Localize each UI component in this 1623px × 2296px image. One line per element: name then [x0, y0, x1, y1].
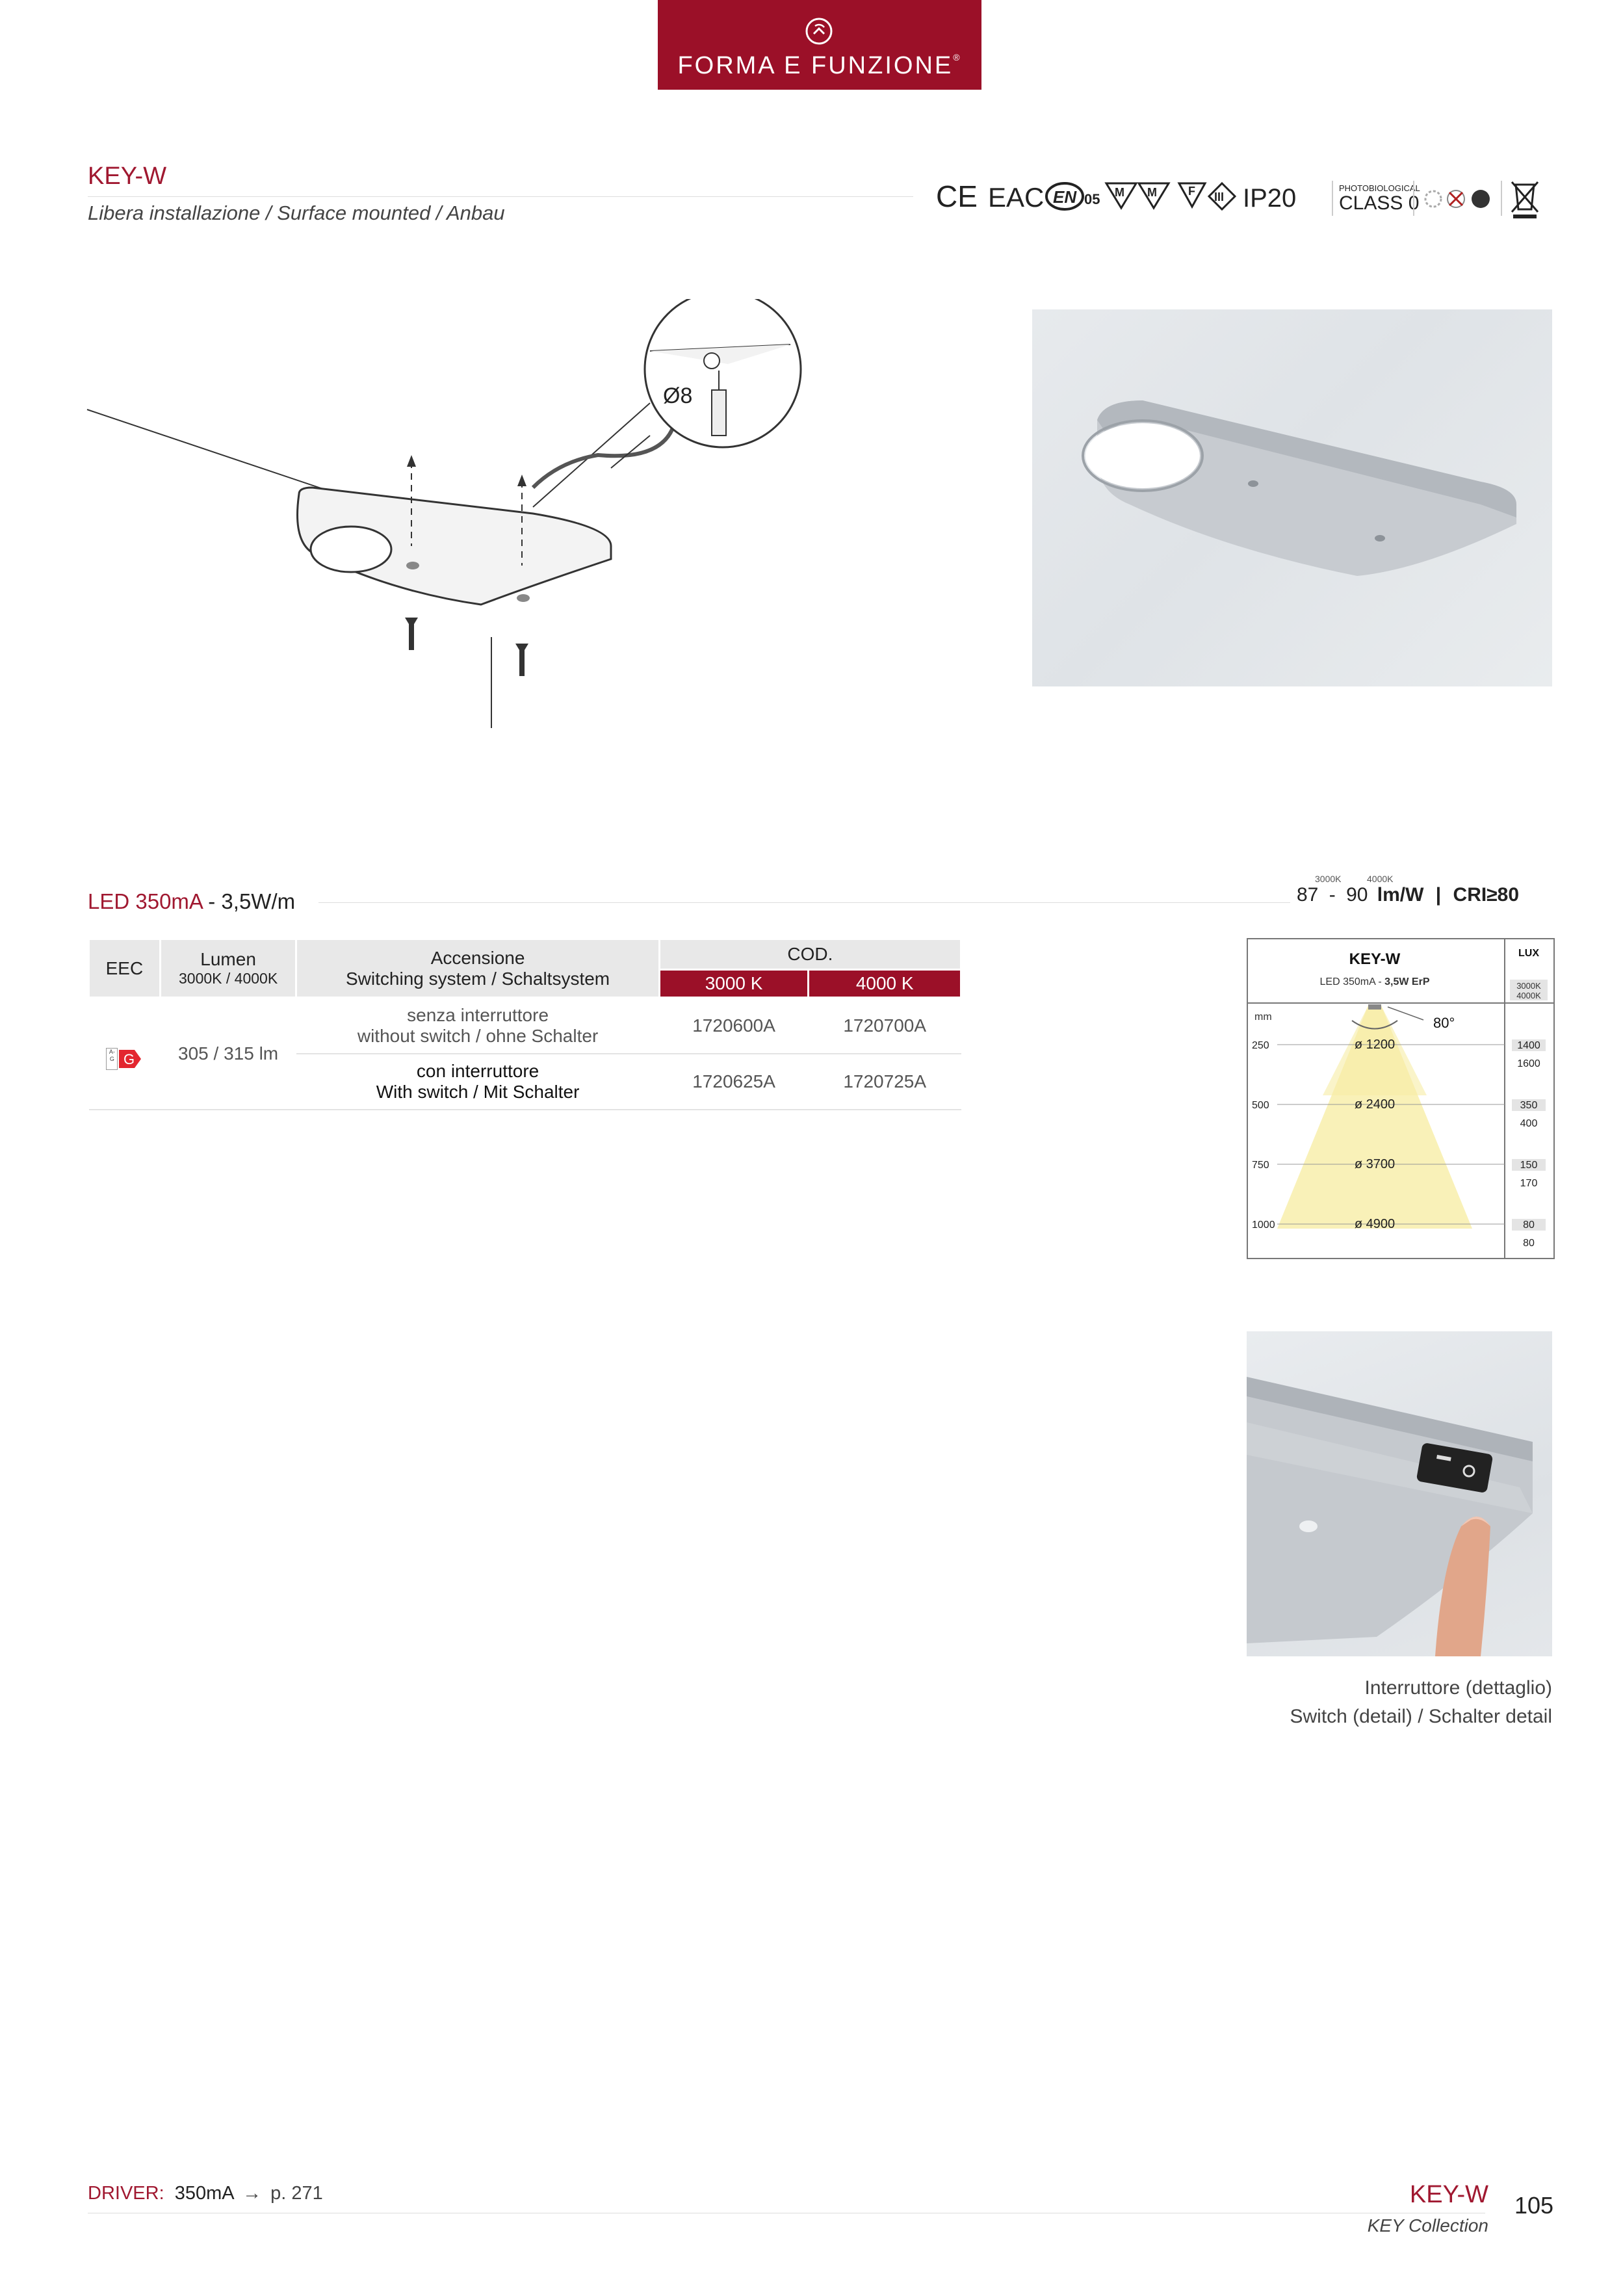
footer-collection: KEY Collection	[1367, 2215, 1488, 2236]
product-photo-illustration	[1032, 309, 1552, 686]
lux-diameter: ø 1200	[1354, 1037, 1396, 1052]
heat-icon	[1472, 190, 1490, 208]
efficiency-k3000: 3000K	[1315, 874, 1342, 884]
beam-angle: 80°	[1433, 1015, 1455, 1031]
switch-detail-illustration	[1247, 1331, 1552, 1656]
no-heat-icon	[1448, 190, 1464, 207]
efficiency-value-4000: 90	[1346, 884, 1368, 906]
f-mark-icon	[1179, 183, 1205, 207]
lux-value-4000k: 80	[1523, 1238, 1535, 1249]
svg-text:F: F	[1188, 185, 1195, 198]
lux-distance: 1000	[1252, 1220, 1275, 1231]
switch-cell: con interruttore With switch / Mit Schalter	[296, 1054, 659, 1110]
class-iii-icon	[1209, 183, 1235, 209]
installation-drawing	[78, 299, 819, 754]
luminaire-drawing	[298, 488, 612, 605]
switch-cell: senza interruttore without switch / ohne Schalter	[296, 998, 659, 1054]
code-3000k: 1720600A	[659, 998, 809, 1054]
driver-value: 350mA	[174, 2183, 233, 2204]
switch-detail-photo	[1247, 1331, 1552, 1656]
svg-text:M: M	[1147, 186, 1157, 199]
footer-product-name: KEY-W	[1409, 2181, 1488, 2208]
efficiency-unit: lm/W	[1377, 884, 1424, 906]
weee-bin-icon	[1512, 182, 1538, 218]
header-switching: Accensione Switching system / Schaltsystem	[296, 939, 659, 998]
lux-diameter: ø 3700	[1354, 1157, 1396, 1171]
cri-value: CRI≥80	[1453, 884, 1520, 906]
code-4000k: 1720700A	[809, 998, 961, 1054]
lux-value-4000k: 1600	[1517, 1058, 1540, 1069]
photobio-label: PHOTOBIOLOGICAL	[1339, 183, 1420, 193]
lux-label: LUX	[1518, 948, 1539, 959]
driver-reference	[88, 2183, 323, 2204]
page-number: 105	[1514, 2192, 1554, 2219]
product-photo	[1032, 309, 1552, 686]
lux-value-4000k: 170	[1520, 1178, 1538, 1189]
header-cod: COD.	[659, 939, 961, 970]
eec-arrow-icon	[118, 1049, 142, 1069]
header-lumen: Lumen 3000K / 4000K	[160, 939, 296, 998]
svg-text:CE: CE	[936, 179, 978, 213]
page-subtitle: Libera installazione / Surface mounted / Anbau	[88, 202, 505, 224]
lux-value-3000k: 350	[1520, 1100, 1538, 1111]
table-row	[89, 998, 961, 1054]
page-title: KEY-W	[88, 163, 167, 190]
lux-title: KEY-W	[1349, 950, 1401, 968]
lux-value-3000k: 80	[1523, 1220, 1535, 1231]
lux-value-4000k: 400	[1520, 1118, 1538, 1129]
brand-name: FORMA E FUNZIONE®	[677, 52, 962, 79]
lux-diagram-svg	[1248, 939, 1553, 1258]
eec-badge-cell	[89, 998, 161, 1110]
code-4000k: 1720725A	[809, 1054, 961, 1110]
lux-distance: 500	[1252, 1100, 1269, 1111]
certification-icons	[936, 176, 1553, 221]
lux-distance: 750	[1252, 1160, 1269, 1171]
efficiency-value-3000: 87	[1297, 884, 1319, 906]
lux-k3000: 3000K	[1516, 981, 1541, 991]
caption-line-1: Interruttore (dettaglio)	[1364, 1677, 1552, 1699]
lumen-value: 305 / 315 lm	[160, 998, 296, 1110]
led-power: - 3,5W/m	[202, 889, 296, 913]
brand-header	[658, 0, 981, 90]
lux-distance: 250	[1252, 1040, 1269, 1051]
brand-logo-icon	[805, 17, 833, 46]
diameter-label: Ø8	[663, 384, 693, 408]
arrow-icon: →	[242, 2183, 262, 2204]
svg-text:EN: EN	[1053, 187, 1077, 207]
header-eec: EEC	[89, 939, 161, 998]
eec-class: G	[123, 1051, 135, 1067]
title-divider	[88, 196, 913, 197]
led-label: LED 350mA	[88, 889, 203, 913]
mm-label: mm	[1254, 1011, 1272, 1023]
ce-mark-icon	[936, 179, 978, 213]
header-4000k: 4000 K	[809, 970, 961, 998]
efficiency-block: 3000K 4000K 87 - 90 lm/W | CRI≥80	[1290, 874, 1560, 906]
driver-page-link[interactable]: p. 271	[270, 2183, 323, 2204]
lux-subtitle: LED 350mA - 3,5W ErP	[1319, 976, 1430, 987]
code-3000k: 1720625A	[659, 1054, 809, 1110]
efficiency-k4000: 4000K	[1367, 874, 1394, 884]
svg-text:EAC: EAC	[988, 182, 1045, 213]
mm-mark-icon-2	[1139, 183, 1169, 208]
svg-text:III: III	[1214, 190, 1225, 203]
photobio-class: CLASS 0	[1339, 192, 1420, 214]
svg-text:M: M	[1115, 186, 1124, 199]
eec-label-icon	[106, 1048, 142, 1070]
enec-mark-icon	[1046, 183, 1100, 209]
eac-mark-icon	[988, 182, 1044, 213]
led-spec-line	[88, 889, 295, 914]
header-3000k: 3000 K	[659, 970, 809, 998]
lux-diameter: ø 2400	[1354, 1097, 1396, 1112]
ip-rating: IP20	[1243, 184, 1297, 213]
lux-k4000: 4000K	[1516, 991, 1541, 1000]
sun-icon	[1425, 191, 1441, 207]
caption-line-2: Switch (detail) / Schalter detail	[1290, 1706, 1552, 1727]
driver-label: DRIVER:	[88, 2183, 164, 2204]
product-code-table	[88, 938, 962, 1110]
mm-mark-icon-1	[1106, 183, 1136, 208]
svg-text:05: 05	[1084, 191, 1100, 207]
eec-scale: A-G	[106, 1048, 118, 1070]
detail-circle	[611, 299, 801, 468]
lux-diagram	[1247, 938, 1555, 1259]
led-divider	[318, 902, 1293, 903]
lux-value-3000k: 1400	[1517, 1040, 1540, 1051]
lux-value-3000k: 150	[1520, 1160, 1538, 1171]
lux-diameter: ø 4900	[1354, 1217, 1396, 1231]
photo-caption	[1105, 1674, 1552, 1731]
